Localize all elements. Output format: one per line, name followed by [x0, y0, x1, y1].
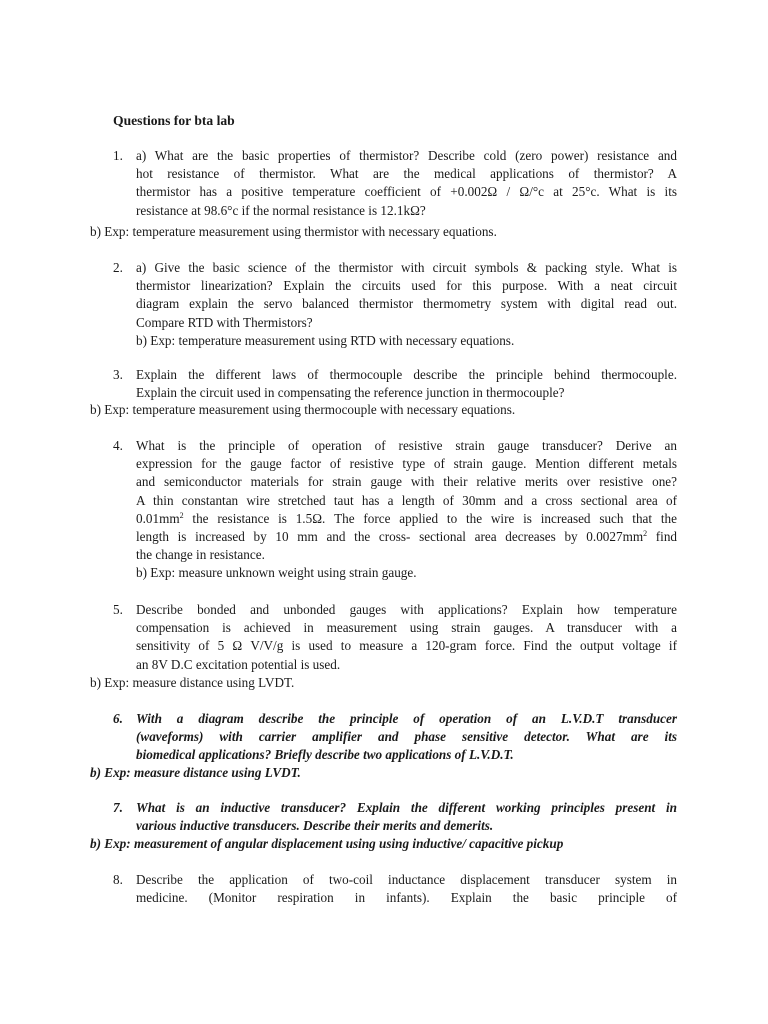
question-4 [113, 437, 677, 583]
text-line: medicine. (Monitor respiration in infants). Explain the basic principle of [136, 890, 677, 906]
text-line: thermistor has a positive temperature coefficient of +0.002Ω / Ω/°c at 25°c. What is its [136, 184, 677, 200]
question-number: 1. [113, 148, 123, 163]
question-text [136, 437, 677, 583]
question-number: 7. [113, 800, 123, 815]
text-line: length is increased by 10 mm and the cross- sectional area decreases by $0.0027mm^2$ find [136, 529, 678, 545]
text-line: hot resistance of thermistor. What are the medical applications of thermistor? A [136, 166, 677, 182]
question-number: 2. [113, 260, 123, 275]
text-line: thermistor linearization? Explain the circuits used for this purpose. With a neat circuit [136, 278, 677, 294]
question-text [136, 366, 677, 402]
question-text [136, 871, 677, 907]
experiment-5: b) Exp: measure distance using LVDT. [90, 675, 295, 690]
question-5 [113, 601, 677, 674]
experiment-2: b) Exp: temperature measurement using RTD with necessary equations. [136, 332, 515, 348]
question-number: 6. [113, 711, 123, 726]
text-line: resistance at 98.6°c if the normal resistance is 12.1kΩ? [136, 202, 426, 218]
question-number: 3. [113, 367, 123, 382]
question-6 [113, 710, 677, 765]
text-line: Describe the application of two-coil inductance displacement transducer system in [136, 872, 677, 887]
text-line: and semiconductor materials for strain gauge with their relative merits over resistive one? [136, 474, 677, 490]
text-line: expression for the gauge factor of resistive type of strain gauge. Mention different metals [136, 456, 677, 472]
text-line: biomedical applications? Briefly describe two applications of L.V.D.T. [136, 747, 514, 763]
text-line: a) Give the basic science of the thermistor with circuit symbols & packing style. What is [136, 260, 677, 275]
text-line: the change in resistance. [136, 547, 265, 563]
question-1 [113, 147, 677, 220]
experiment-6: b) Exp: measure distance using LVDT. [90, 765, 301, 780]
question-number: 4. [113, 438, 123, 453]
question-3 [113, 366, 677, 402]
text-line: What is the principle of operation of resistive strain gauge transducer? Derive an [136, 438, 677, 453]
question-text [136, 601, 677, 674]
question-text [136, 799, 677, 835]
question-text [136, 147, 677, 220]
question-number: 8. [113, 872, 123, 887]
text-line: Explain the different laws of thermocouple describe the principle behind thermocouple. [136, 367, 677, 382]
text-line: (waveforms) with carrier amplifier and phase sensitive detector. What are its [136, 729, 677, 745]
text-line: A thin constantan wire stretched taut has a length of 30mm and a cross sectional area of [136, 492, 677, 508]
question-text [136, 259, 677, 350]
text-line: an 8V D.C excitation potential is used. [136, 656, 341, 672]
text-line: With a diagram describe the principle of operation of an L.V.D.T transducer [136, 711, 677, 726]
text-line: Explain the circuit used in compensating the reference junction in thermocouple? [136, 385, 565, 401]
experiment-3: b) Exp: temperature measurement using thermocouple with necessary equations. [90, 402, 516, 417]
text-line: Compare RTD with Thermistors? [136, 314, 313, 330]
text-line: various inductive transducers. Describe their merits and demerits. [136, 818, 494, 834]
experiment-1: b) Exp: temperature measurement using thermistor with necessary equations. [90, 224, 497, 239]
text-line: diagram explain the servo balanced thermistor thermometry system with digital read out. [136, 296, 677, 312]
text-line: What is an inductive transducer? Explain the different working principles present in [136, 800, 677, 815]
question-text [136, 710, 677, 765]
text-line: a) What are the basic properties of thermistor? Describe cold (zero power) resistance and [136, 148, 677, 163]
text-line: sensitivity of 5 Ω V/V/g is used to measure a 120-gram force. Find the output voltage if [136, 638, 677, 654]
document-title: Questions for bta lab [113, 113, 235, 128]
text-line: $0.01mm^2$ the resistance is 1.5Ω. The force applied to the wire is increased such that the [136, 510, 677, 526]
question-8 [113, 871, 677, 907]
question-2 [113, 259, 677, 350]
text-line: compensation is achieved in measurement using strain gauges. A transducer with a [136, 620, 677, 636]
text-line: Describe bonded and unbonded gauges with applications? Explain how temperature [136, 602, 677, 617]
question-number: 5. [113, 602, 123, 617]
experiment-7: b) Exp: measurement of angular displacement using using inductive/ capacitive pickup [90, 836, 564, 851]
question-7 [113, 799, 677, 835]
experiment-4: b) Exp: measure unknown weight using strain gauge. [136, 565, 417, 581]
